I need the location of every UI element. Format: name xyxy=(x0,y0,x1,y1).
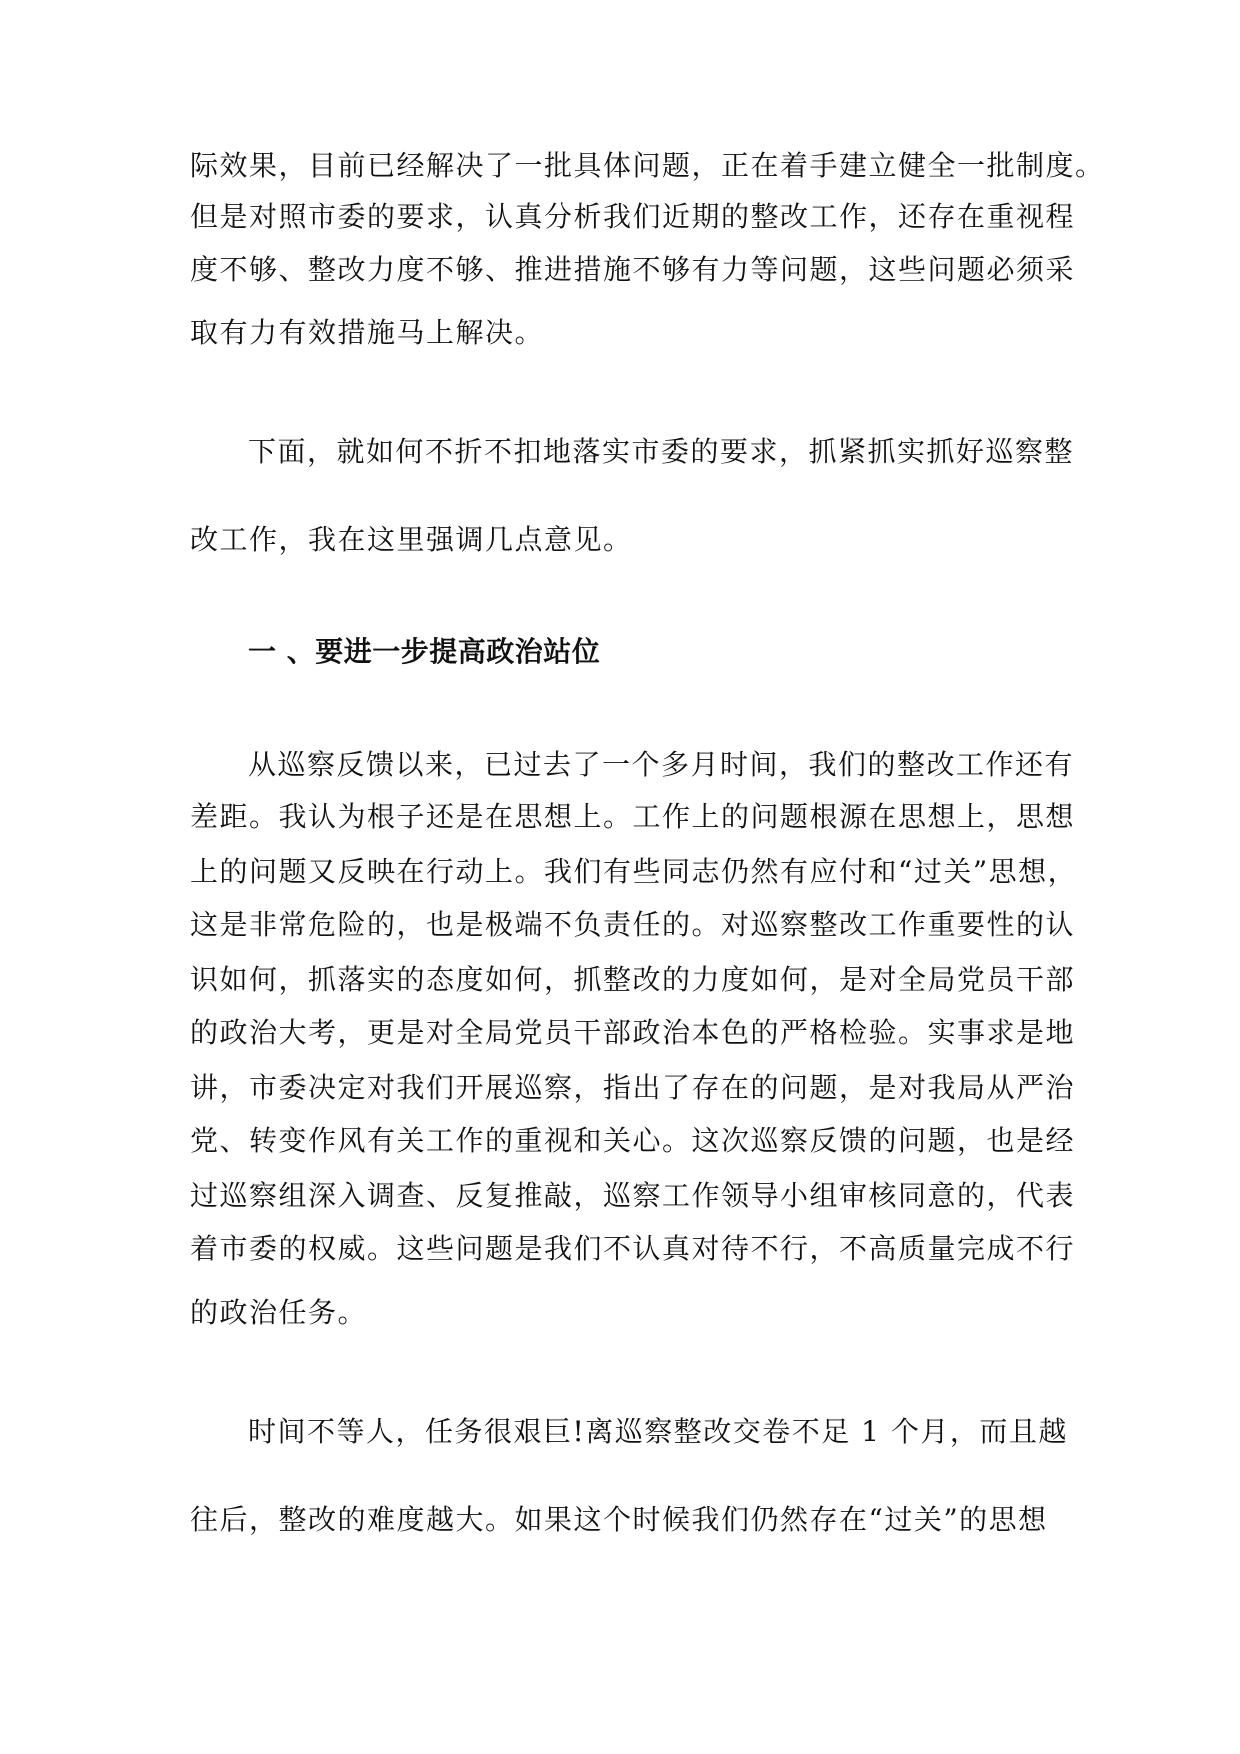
paragraph-3-line-9: 过巡察组深入调查、反复推敲，巡察工作领导小组审核同意的，代表 xyxy=(190,1179,1076,1212)
paragraph-4-line-1: 时间不等人，任务很艰巨!离巡察整改交卷不足 1 个月，而且越 xyxy=(248,1415,1068,1448)
paragraph-2-line-1: 下面，就如何不折不扣地落实市委的要求，抓紧抓实抓好巡察整 xyxy=(248,435,1075,468)
section-heading-1: 一 、要进一步提高政治站位 xyxy=(248,635,601,668)
paragraph-4-line-2: 往后，整改的难度越大。如果这个时候我们仍然存在“过关”的思想 xyxy=(190,1503,1048,1536)
paragraph-3-line-7: 讲，市委决定对我们开展巡察，指出了存在的问题，是对我局从严治 xyxy=(190,1071,1076,1104)
paragraph-3-line-5: 识如何，抓落实的态度如何，抓整改的力度如何，是对全局党员干部 xyxy=(190,963,1076,996)
paragraph-3-line-10: 着市委的权威。这些问题是我们不认真对待不行，不高质量完成不行 xyxy=(190,1232,1076,1265)
paragraph-3-line-8: 党、转变作风有关工作的重视和关心。这次巡察反馈的问题，也是经 xyxy=(190,1124,1076,1157)
paragraph-1-line-3: 度不够、整改力度不够、推进措施不够有力等问题，这些问题必须采 xyxy=(190,253,1076,286)
paragraph-3-line-2: 差距。我认为根子还是在思想上。工作上的问题根源在思想上，思想 xyxy=(190,800,1076,833)
paragraph-2-line-2: 改工作，我在这里强调几点意见。 xyxy=(190,523,633,556)
paragraph-3-line-11: 的政治任务。 xyxy=(190,1296,368,1329)
paragraph-3-line-4: 这是非常危险的，也是极端不负责任的。对巡察整改工作重要性的认 xyxy=(190,908,1076,941)
paragraph-1-line-4: 取有力有效措施马上解决。 xyxy=(190,316,545,349)
paragraph-3-line-3: 上的问题又反映在行动上。我们有些同志仍然有应付和“过关”思想， xyxy=(190,855,1078,888)
paragraph-3-line-1: 从巡察反馈以来，已过去了一个多月时间，我们的整改工作还有 xyxy=(248,748,1075,781)
paragraph-3-line-6: 的政治大考，更是对全局党员干部政治本色的严格检验。实事求是地 xyxy=(190,1016,1076,1049)
paragraph-1-line-2: 但是对照市委的要求，认真分析我们近期的整改工作，还存在重视程 xyxy=(190,200,1076,233)
paragraph-1-line-1: 际效果，目前已经解决了一批具体问题，正在着手建立健全一批制度。 xyxy=(190,149,1105,182)
